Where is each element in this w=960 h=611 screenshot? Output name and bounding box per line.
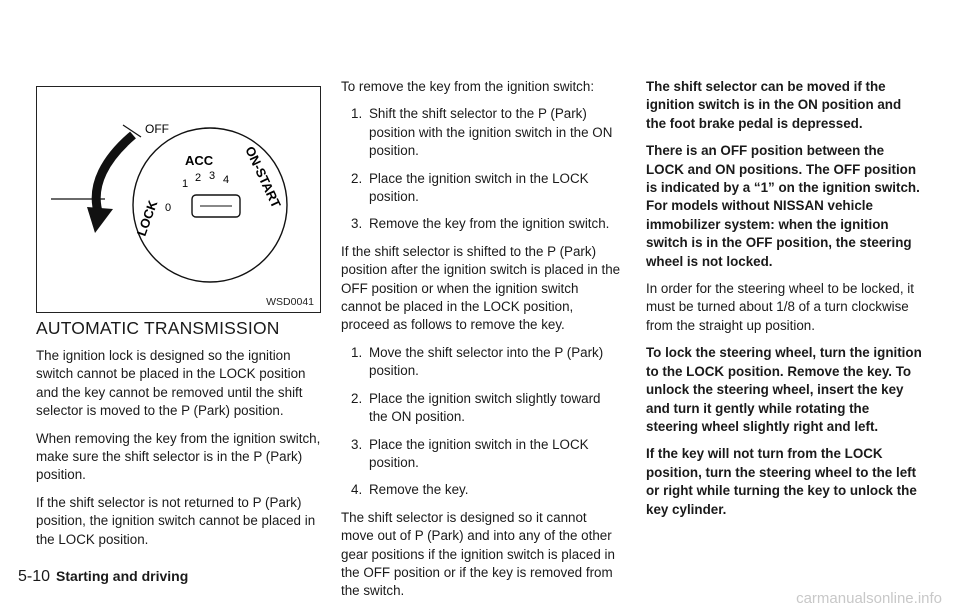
section-title: AUTOMATIC TRANSMISSION xyxy=(36,318,280,338)
step-number: 2. xyxy=(351,390,363,406)
list-item xyxy=(341,436,621,473)
ignition-switch-figure xyxy=(36,86,321,313)
list-item xyxy=(341,105,621,160)
on-start-label: ON-START xyxy=(242,143,284,211)
pos-2-label: 2 xyxy=(195,172,202,184)
paragraph: The ignition lock is designed so the ignition switch cannot be placed in the LOCK position and the key cannot be removed until the shift selector is moved to the P (Park) position. xyxy=(36,348,306,419)
lock-label: LOCK xyxy=(133,198,161,239)
acc-label: ACC xyxy=(185,153,214,168)
paragraph: If the shift selector is shifted to the P (Park) position after the ignition switch is placed in the OFF position or when the ignition switch cannot be placed in the LOCK position, proceed as follows to remove the key. xyxy=(341,243,621,333)
step-number: 1. xyxy=(351,344,363,360)
alternate-steps xyxy=(341,344,621,500)
bold-note: To lock the steering wheel, turn the ignition to the LOCK position. Remove the key. To unlock the steering wheel, insert the key and turn it gently while rotating the steering wheel slightly right and left. xyxy=(646,345,922,434)
column-3 xyxy=(646,78,924,528)
bold-note: There is an OFF position between the LOCK and ON positions. The OFF position is indicated by a “1” on the ignition switch. For models without NISSAN vehicle immobilizer system: when the ignition switch is in the OFF position, the steering wheel is not locked. xyxy=(646,143,920,269)
step-text: Shift the shift selector to the P (Park) position with the ignition switch in the ON position. xyxy=(369,106,613,159)
step-text: Move the shift selector into the P (Park) position. xyxy=(369,344,604,379)
removal-steps xyxy=(341,105,621,233)
section-name: Starting and driving xyxy=(56,568,189,584)
step-number: 1. xyxy=(351,106,363,122)
list-item xyxy=(341,390,621,427)
pos-1-label: 1 xyxy=(182,178,189,190)
step-number: 3. xyxy=(351,216,363,232)
bold-note: The shift selector can be moved if the ignition switch is in the ON position and the foot brake pedal is depressed. xyxy=(646,79,902,131)
paragraph: The shift selector is designed so it cannot move out of P (Park) and into any of the other gear positions if the ignition switch is placed in the OFF position or if the key is removed from the switch. xyxy=(341,509,615,599)
off-label: OFF xyxy=(145,122,169,136)
watermark: carmanualsonline.info xyxy=(796,590,942,607)
pos-0-label: 0 xyxy=(165,202,172,214)
page-number: 5-10 xyxy=(18,568,51,585)
step-text: Place the ignition switch slightly toward the ON position. xyxy=(369,390,601,425)
step-text: Remove the key. xyxy=(369,482,469,498)
paragraph: In order for the steering wheel to be locked, it must be turned about 1/8 of a turn clockwise from the straight up position. xyxy=(646,281,914,333)
column-1 xyxy=(36,347,321,558)
pos-3-label: 3 xyxy=(209,170,216,182)
step-text: Place the ignition switch in the LOCK position. xyxy=(369,436,589,470)
page-footer xyxy=(18,568,188,586)
pos-4-label: 4 xyxy=(223,174,230,186)
paragraph: If the shift selector is not returned to P (Park) position, the ignition switch cannot be placed in the LOCK position. xyxy=(36,494,316,547)
step-text: Remove the key from the ignition switch. xyxy=(369,216,610,232)
list-item xyxy=(341,215,621,233)
step-text: Place the ignition switch in the LOCK position. xyxy=(369,170,589,205)
paragraph: When removing the key from the ignition switch, make sure the shift selector is in the P (Park) position. xyxy=(36,430,321,483)
step-number: 4. xyxy=(351,482,363,498)
list-item xyxy=(341,481,621,499)
steps-intro: To remove the key from the ignition switch: xyxy=(341,79,595,94)
bold-note: If the key will not turn from the LOCK position, turn the steering wheel to the left or right while turning the key to unlock the key cylinder. xyxy=(646,446,917,517)
step-number: 3. xyxy=(351,436,363,452)
ignition-switch-diagram xyxy=(37,87,320,312)
step-number: 2. xyxy=(351,170,363,186)
column-2 xyxy=(341,78,621,610)
figure-id: WSD0041 xyxy=(266,296,314,308)
list-item xyxy=(341,170,621,207)
list-item xyxy=(341,344,621,381)
